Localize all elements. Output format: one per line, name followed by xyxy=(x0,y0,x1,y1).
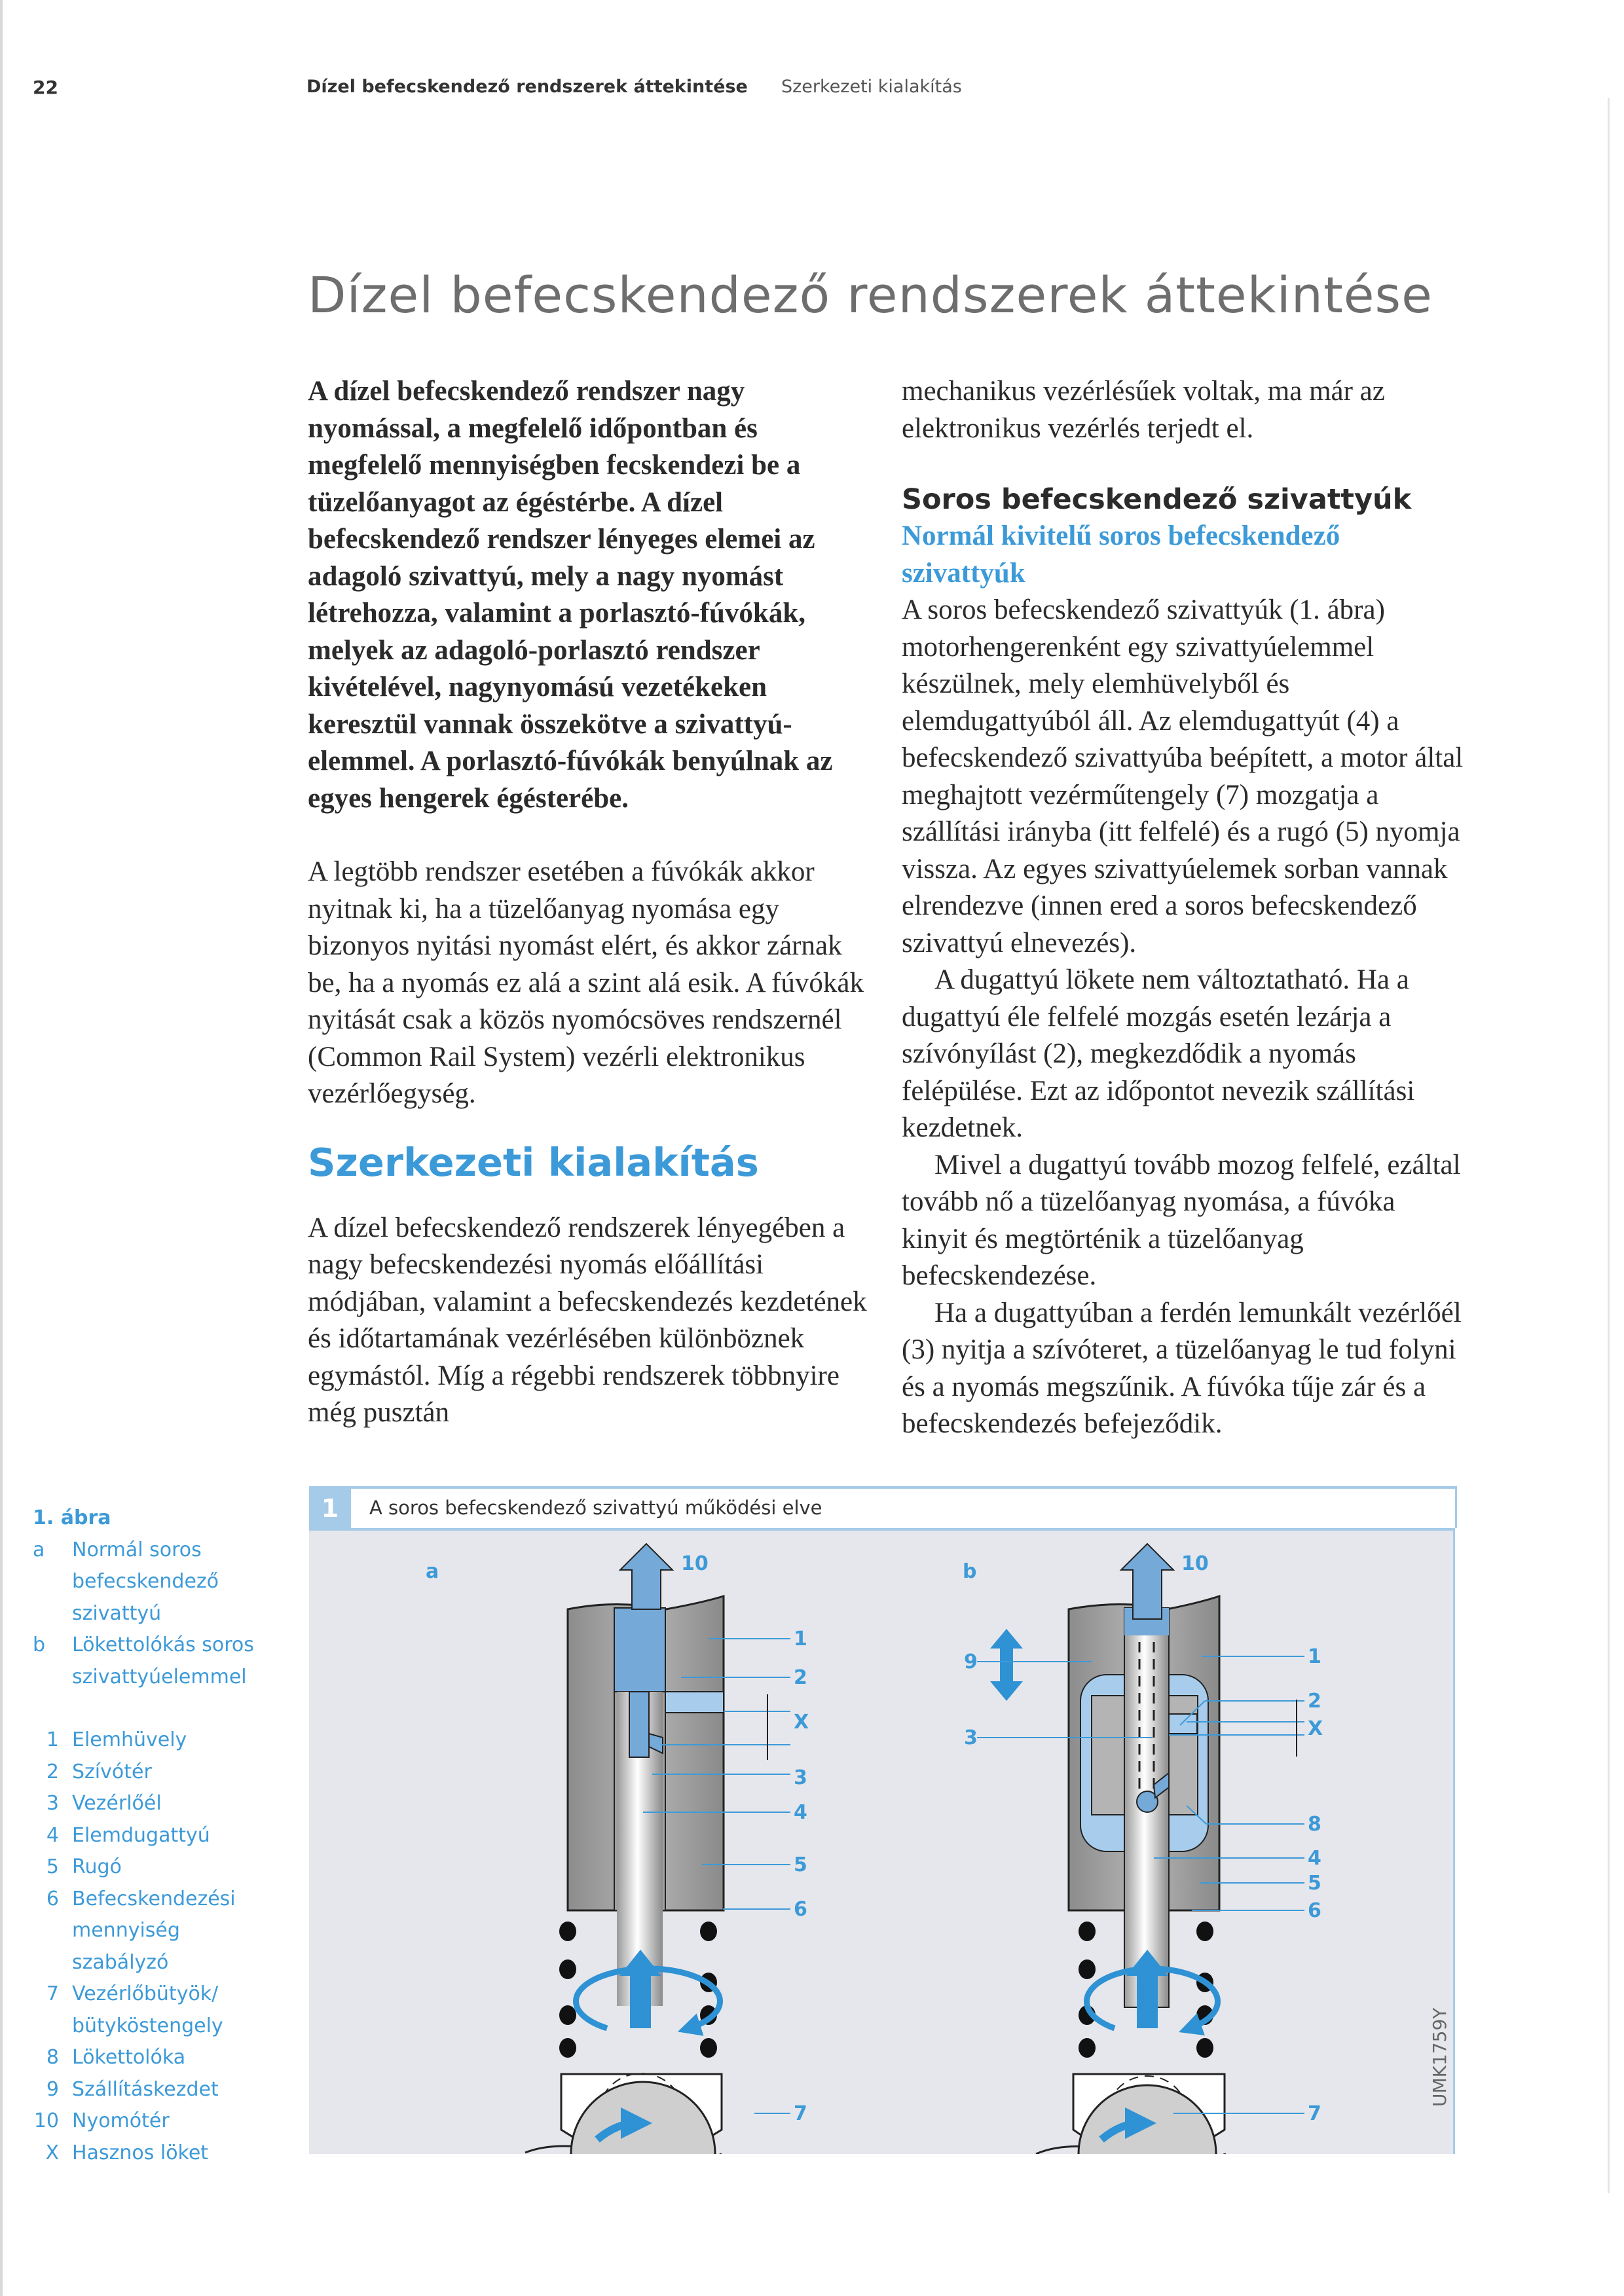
figure-title: A soros befecskendező szivattyú működési elve xyxy=(369,1497,822,1519)
caption-variant: a Normál soros befecskendező szivattyú xyxy=(33,1538,219,1625)
svg-text:8: 8 xyxy=(1308,1813,1321,1836)
caption-part: 4 Elemdugattyú xyxy=(46,1823,210,1847)
caption-part: 2 Szívótér xyxy=(46,1760,152,1783)
caption-part: 7 Vezérlőbütyök/ bütyköstengely xyxy=(46,1982,223,2037)
chapter-title: Dízel befecskendező rendszerek áttekintése xyxy=(308,265,1433,324)
page-edge-right xyxy=(1608,98,1610,2193)
paragraph-nozzles: A legtöbb rendszer esetében a fúvókák akkor nyitnak ki, ha a tüzelőanyag nyomása egy bizonyos nyitási nyomást elért, és akkor zárnak be, ha a nyomás ez alá a szint alá esik. A fúvókák nyitását csak a közös nyomócsöves rendszernél (Common Rail System) vezérli elektronikus vezérlőegység. xyxy=(308,856,864,1109)
svg-text:2: 2 xyxy=(1308,1690,1321,1713)
caption-title: 1. ábra xyxy=(33,1506,111,1529)
left-column xyxy=(308,373,871,1432)
svg-text:5: 5 xyxy=(794,1853,807,1876)
section-heading: Szerkezeti kialakítás xyxy=(308,1139,759,1185)
paragraph-injection: Mivel a dugattyú tovább mozog felfelé, ezáltal tovább nő a tüzelőanyag nyomása, a fúvóka kinyit és megtörténik a tüzelőanyag befecskendezése. xyxy=(902,1149,1461,1291)
svg-text:10: 10 xyxy=(681,1552,709,1575)
diagram-a-label: a xyxy=(426,1560,439,1583)
svg-text:1: 1 xyxy=(794,1628,807,1650)
lead-paragraph: A dízel befecskendező rendszer nagy nyomással, a megfelelő időpontban és megfelelő mennyiségben fecskendezi be a tüzelőanyagot az égéstérbe. A dízel befecskendező rendszer lényeges elemei az adagoló szivattyú, mely a nagy nyomást létrehozza, valamint a porlasztó-fúvókák, melyek az adagoló-porlasztó rendszer kivételével, nagynyomású vezetékeken keresztül vannak összekötve a szivattyú-elemmel. A porlasztó-fúvókák benyúlnak az egyes hengerek égésterébe. xyxy=(308,376,833,814)
pump-diagram xyxy=(309,1531,1455,2154)
svg-text:10: 10 xyxy=(1181,1552,1209,1575)
figure-caption xyxy=(33,1503,282,2169)
svg-text:1: 1 xyxy=(1308,1645,1321,1668)
subsubheading: Normál kivitelű soros befecskendező szivattyúk xyxy=(902,520,1340,589)
paragraph-continued: mechanikus vezérlésűek voltak, ma már az elektronikus vezérlés terjedt el. xyxy=(902,376,1385,444)
paragraph-construction: A dízel befecskendező rendszerek lényegében a nagy befecskendezési nyomás előállítási módjában, valamint a befecskendezés kezdetének és időtartamának vezérlésében különböznek egymástól. Míg a régebbi rendszerek többnyire még pusztán xyxy=(308,1212,867,1428)
svg-text:3: 3 xyxy=(794,1766,807,1789)
running-title: Dízel befecskendező rendszerek áttekintése xyxy=(306,77,748,97)
svg-text:2: 2 xyxy=(794,1666,807,1689)
svg-text:4: 4 xyxy=(794,1801,807,1824)
caption-part: 9 Szállításkezdet xyxy=(46,2077,219,2101)
caption-variant: b Lökettolókás soros szivattyúelemmel xyxy=(33,1633,254,1688)
diagram-b xyxy=(963,1544,1323,2154)
figure-body xyxy=(309,1528,1455,2154)
svg-text:4: 4 xyxy=(1308,1847,1321,1870)
svg-text:3: 3 xyxy=(964,1726,978,1749)
diagram-a xyxy=(426,1544,809,2154)
running-section: Szerkezeti kialakítás xyxy=(781,77,962,97)
caption-part: 1 Elemhüvely xyxy=(46,1728,187,1751)
svg-text:9: 9 xyxy=(964,1650,978,1673)
caption-part: X Hasznos löket xyxy=(45,2141,209,2164)
right-column xyxy=(902,373,1465,1443)
page-edge-left xyxy=(0,0,3,2296)
svg-text:7: 7 xyxy=(794,2102,807,2125)
figure-number-badge: 1 xyxy=(309,1489,351,1528)
svg-text:6: 6 xyxy=(1308,1899,1321,1922)
diagram-b-label: b xyxy=(963,1560,977,1583)
caption-part: 8 Lökettolóka xyxy=(46,2046,186,2069)
caption-part: 6 Befecskendezési mennyiség szabályzó xyxy=(46,1887,236,1974)
svg-text:X: X xyxy=(794,1711,809,1734)
page-number: 22 xyxy=(33,77,58,98)
figure-1 xyxy=(309,1486,1455,2154)
subheading: Soros befecskendező szivattyúk xyxy=(902,483,1412,516)
caption-part: 10 Nyomótér xyxy=(33,2109,170,2132)
svg-text:6: 6 xyxy=(794,1898,807,1921)
svg-text:5: 5 xyxy=(1308,1872,1321,1895)
svg-text:7: 7 xyxy=(1308,2102,1321,2125)
paragraph-inline-pump: A soros befecskendező szivattyúk (1. ábra) motorhengerenként egy szivattyúelemmel készülnek, mely elemhüvelyből és elemdugattyúból áll. Az elemdugattyút (4) a befecskendező szivattyúba beépített, a motor által meghajtott vezérműtengely (7) mozgatja a szállítási irányba (itt felfelé) és a rugó (5) nyomja vissza. Az egyes szivattyúelemek sorban vannak elrendezve (innen ered a soros befecskendező szivattyú elnevezés). xyxy=(902,594,1464,958)
figure-header xyxy=(309,1486,1457,1528)
paragraph-stroke: A dugattyú lökete nem változtatható. Ha a dugattyú éle felfelé mozgás esetén lezárja a szívónyílást (2), megkezdődik a nyomás felépülése. Ezt az időpontot nevezik szállítási kezdetnek. xyxy=(902,964,1415,1143)
paragraph-end: Ha a dugattyúban a ferdén lemunkált vezérlőél (3) nyitja a szívóteret, a tüzelőanyag le tud folyni és a nyomás megszűnik. A fúvóka tűje zár és a befecskendezés befejeződik. xyxy=(902,1297,1462,1439)
figure-code: UMK1759Y xyxy=(1429,2007,1450,2107)
caption-part: 3 Vezérlőél xyxy=(46,1792,162,1815)
svg-text:X: X xyxy=(1308,1717,1323,1740)
caption-part: 5 Rugó xyxy=(46,1855,122,1878)
